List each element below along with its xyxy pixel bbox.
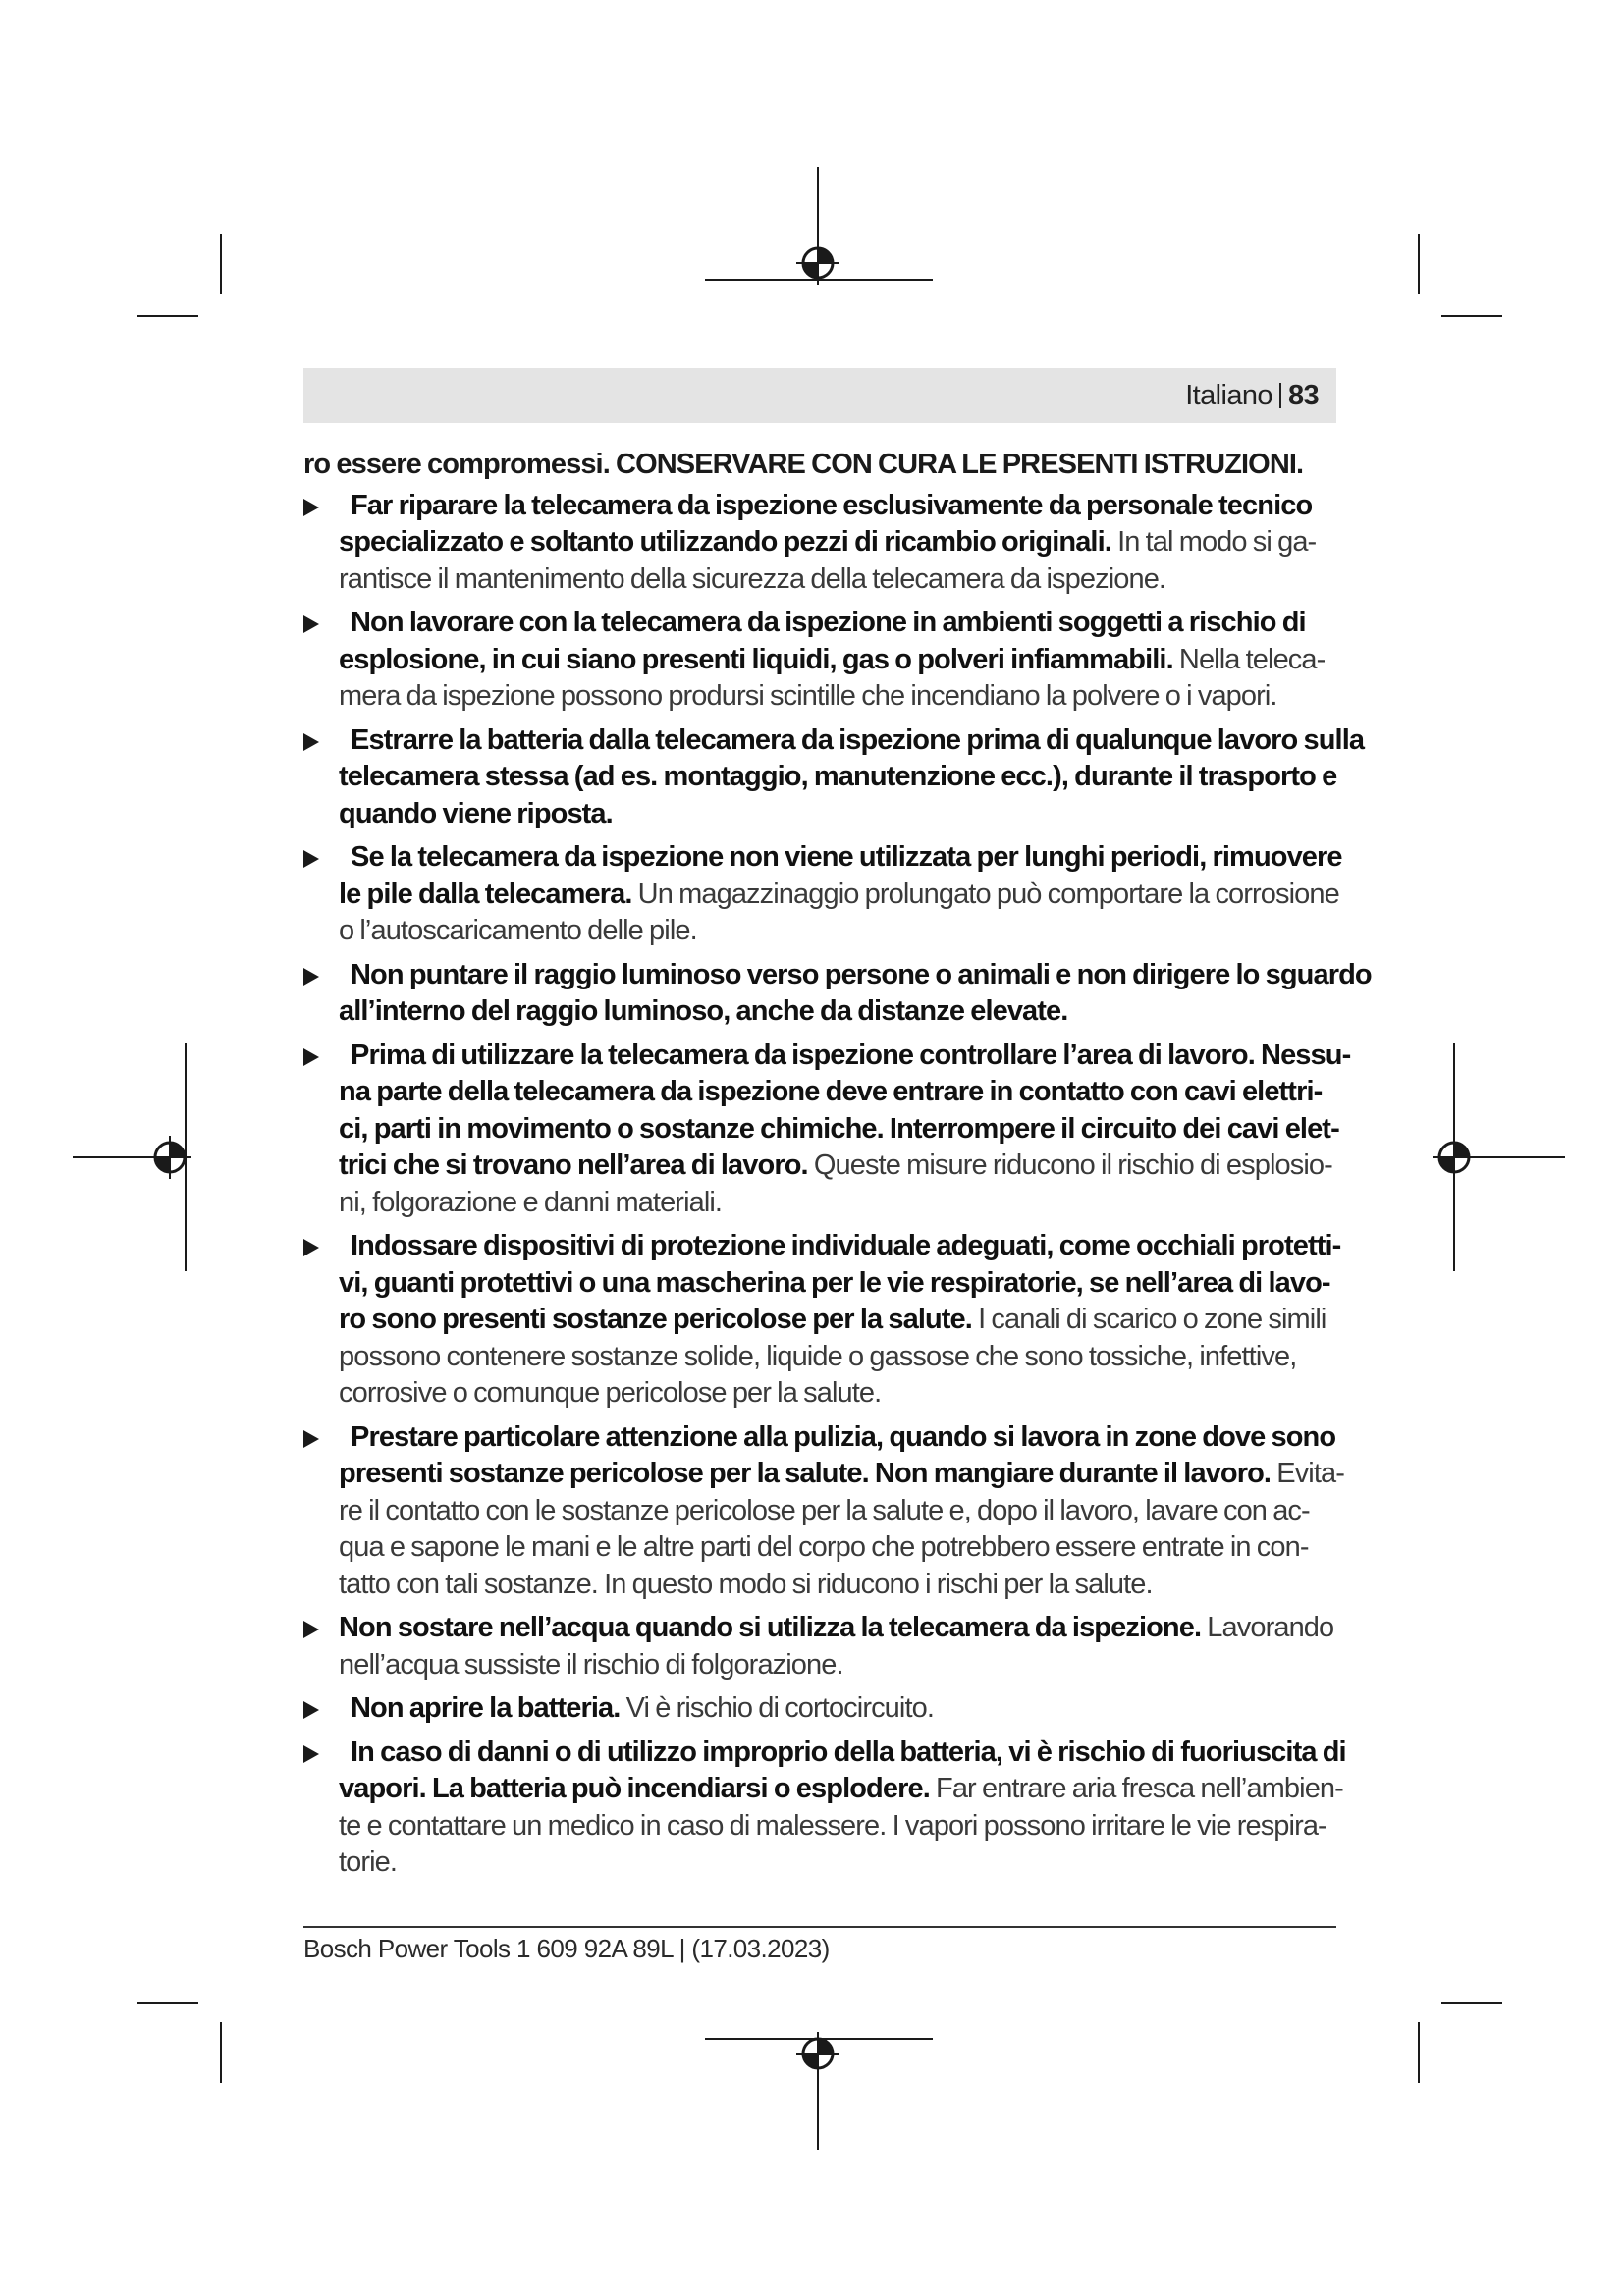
list-item (303, 488, 1344, 599)
text-line (339, 1808, 1344, 1845)
intro-paragraph: ro essere compromessi. CONSERVARE CON CURA LE PRESENTI ISTRUZIONI. (303, 449, 1304, 480)
list-item (303, 1735, 1344, 1882)
bullet-arrow-icon (303, 1701, 319, 1719)
regular-text: Lavorando (1201, 1612, 1334, 1643)
crop-mark-top-right-horizontal (1441, 315, 1502, 317)
text-line (339, 1148, 1344, 1185)
text-line (339, 1529, 1344, 1567)
bullet-arrow-icon (303, 968, 319, 986)
regular-text: rantisce il mantenimento della sicurezza della telecamera da ispezione. (339, 562, 1166, 595)
bold-text: all’interno del raggio luminoso, anche da distanze elevate. (339, 995, 1068, 1027)
text-line (351, 1419, 1344, 1457)
bold-text: In caso di danni o di utilizzo improprio della batteria, vi è rischio di fuoriuscita di (351, 1735, 1346, 1768)
list-item (303, 1610, 1344, 1683)
bold-text: Indossare dispositivi di protezione individuale adeguati, come occhiali protetti- (351, 1230, 1341, 1261)
regular-text: ni, folgorazione e danni materiali. (339, 1186, 723, 1218)
regular-text: Queste misure riducono il rischio di esplosio- (807, 1149, 1332, 1181)
text-line (339, 1265, 1344, 1303)
text-line (339, 1567, 1344, 1604)
list-item (303, 1419, 1344, 1604)
text-line (339, 1844, 1344, 1882)
crop-mark-top-right-vertical (1418, 234, 1420, 294)
bold-text: Prestare particolare attenzione alla pulizia, quando si lavora in zone dove sono (351, 1420, 1336, 1453)
regular-text: Nella teleca- (1172, 643, 1326, 675)
bullet-arrow-icon (303, 1621, 319, 1638)
footer-text: Bosch Power Tools 1 609 92A 89L | (17.03.2023) (303, 1934, 830, 1963)
bullet-arrow-icon (303, 499, 319, 516)
regular-text: Vi è rischio di cortocircuito. (620, 1692, 934, 1724)
text-line (339, 1647, 1344, 1684)
text-line (351, 1228, 1344, 1265)
regular-text: te e contattare un medico in caso di malessere. I vapori possono irritare le vie respira- (339, 1809, 1326, 1842)
bold-text: telecamera stessa (ad es. montaggio, manutenzione ecc.), durante il trasporto e (339, 761, 1337, 792)
text-line (339, 1610, 1344, 1647)
text-line (339, 524, 1344, 561)
text-line (339, 993, 1344, 1031)
bold-text: vapori. La batteria può incendiarsi o esplodere. (339, 1773, 930, 1804)
list-item (303, 839, 1344, 950)
crop-mark-bottom-right-horizontal (1441, 2002, 1502, 2004)
regular-text: Un magazzinaggio prolungato può comportare la corrosione (631, 878, 1339, 910)
text-line (339, 759, 1344, 796)
text-line (351, 488, 1344, 525)
bold-text: esplosione, in cui siano presenti liquidi, gas o polveri infiammabili. (339, 643, 1173, 675)
bold-text: Non lavorare con la telecamera da ispezione in ambienti soggetti a rischio di (351, 607, 1306, 638)
crop-mark-top-left-horizontal (137, 315, 198, 317)
bold-text: Prima di utilizzare la telecamera da ispezione controllare l’area di lavoro. Nessu- (351, 1039, 1351, 1071)
regular-text: corrosive o comunque pericolose per la salute. (339, 1377, 882, 1409)
bullet-arrow-icon (303, 1430, 319, 1448)
text-line (339, 877, 1344, 914)
bold-text: quando viene riposta. (339, 797, 613, 829)
bold-text: ro sono presenti sostanze pericolose per la salute. (339, 1304, 972, 1335)
bold-text: specializzato e soltanto utilizzando pezzi di ricambio originali. (339, 526, 1111, 558)
page-header (303, 368, 1336, 423)
bold-text: Se la telecamera da ispezione non viene utilizzata per lunghi periodi, rimuovere (351, 841, 1342, 873)
text-line (339, 642, 1344, 679)
text-line (339, 1302, 1344, 1339)
header-separator (1279, 383, 1281, 408)
text-line (351, 605, 1344, 642)
bold-text: Non aprire la batteria. (351, 1692, 621, 1724)
regular-text: tatto con tali sostanze. In questo modo si riducono i rischi per la salute. (339, 1568, 1153, 1600)
text-line (339, 796, 1344, 833)
safety-instructions-list (303, 488, 1372, 1882)
bold-text: le pile dalla telecamera. (339, 878, 632, 910)
text-line (339, 1074, 1344, 1111)
header-text (1185, 378, 1319, 413)
bold-text: na parte della telecamera da ispezione deve entrare in contatto con cavi elettri- (339, 1076, 1323, 1107)
regular-text: Evita- (1271, 1458, 1344, 1489)
text-line (339, 1111, 1344, 1148)
bullet-arrow-icon (303, 850, 319, 868)
footer-rule (303, 1926, 1336, 1928)
text-line (351, 839, 1344, 877)
bullet-arrow-icon (303, 1745, 319, 1763)
text-line (339, 678, 1344, 716)
list-item (303, 1690, 1344, 1728)
registration-target-icon (796, 2032, 839, 2075)
regular-text: qua e sapone le mani e le altre parti del corpo che potrebbero essere entrate in con- (339, 1531, 1309, 1563)
text-line (339, 561, 1344, 599)
regular-text: In tal modo si ga- (1110, 526, 1317, 558)
list-item (303, 605, 1344, 716)
header-section-title: Italiano (1185, 380, 1272, 411)
crop-mark-bottom-left-vertical (220, 2022, 222, 2083)
bold-text: presenti sostanze pericolose per la salute. Non mangiare durante il lavoro. (339, 1458, 1272, 1489)
page-number: 83 (1287, 380, 1319, 411)
registration-target-icon (796, 241, 839, 285)
regular-text: nell’acqua sussiste il rischio di folgorazione. (339, 1648, 843, 1681)
regular-text: re il contatto con le sostanze pericolose per la salute e, dopo il lavoro, lavare con ac- (339, 1494, 1310, 1526)
text-line (339, 1771, 1344, 1808)
text-line (351, 957, 1372, 994)
bold-text: Non puntare il raggio luminoso verso persone o animali e non dirigere lo sguardo (351, 958, 1372, 990)
list-item (303, 1228, 1344, 1413)
text-line (351, 1038, 1351, 1075)
text-line (339, 1339, 1344, 1376)
regular-text: mera da ispezione possono prodursi scintille che incendiano la polvere o i vapori. (339, 680, 1277, 712)
bullet-arrow-icon (303, 615, 319, 633)
text-line (339, 1493, 1344, 1530)
bold-text: Far riparare la telecamera da ispezione esclusivamente da personale tecnico (351, 489, 1313, 521)
crop-mark-bottom-left-horizontal (137, 2002, 198, 2004)
bold-text: ci, parti in movimento o sostanze chimiche. Interrompere il circuito dei cavi elet- (339, 1112, 1339, 1145)
text-line (339, 1456, 1344, 1493)
bold-text: vi, guanti protettivi o una mascherina per le vie respiratorie, se nell’area di lavo- (339, 1266, 1330, 1299)
main-content (303, 447, 1372, 1889)
list-item (303, 957, 1372, 1031)
regular-text: torie. (339, 1846, 398, 1878)
text-line (339, 1375, 1344, 1413)
list-item (303, 1038, 1351, 1222)
bullet-arrow-icon (303, 733, 319, 751)
list-item (303, 722, 1365, 833)
text-line (351, 722, 1365, 760)
bold-text: Estrarre la batteria dalla telecamera da ispezione prima di qualunque lavoro sulla (351, 723, 1365, 756)
registration-target-icon (148, 1136, 191, 1179)
text-line (351, 1735, 1344, 1772)
bullet-arrow-icon (303, 1048, 319, 1066)
regular-text: Far entrare aria fresca nell’ambien- (929, 1773, 1343, 1804)
crop-mark-bottom-right-vertical (1418, 2022, 1420, 2083)
regular-text: possono contenere sostanze solide, liquide o gassose che sono tossiche, infettive, (339, 1340, 1297, 1372)
regular-text: o l’autoscaricamento delle pile. (339, 915, 697, 946)
text-line (339, 1185, 1344, 1222)
bold-text: Non sostare nell’acqua quando si utilizza la telecamera da ispezione. (339, 1612, 1202, 1643)
bullet-arrow-icon (303, 1239, 319, 1256)
registration-target-icon (1433, 1136, 1476, 1179)
regular-text: I canali di scarico o zone simili (971, 1304, 1326, 1335)
bold-text: trici che si trovano nell’area di lavoro. (339, 1149, 808, 1181)
text-line (351, 1690, 1344, 1728)
crop-mark-top-left-vertical (220, 234, 222, 294)
text-line (339, 913, 1344, 950)
